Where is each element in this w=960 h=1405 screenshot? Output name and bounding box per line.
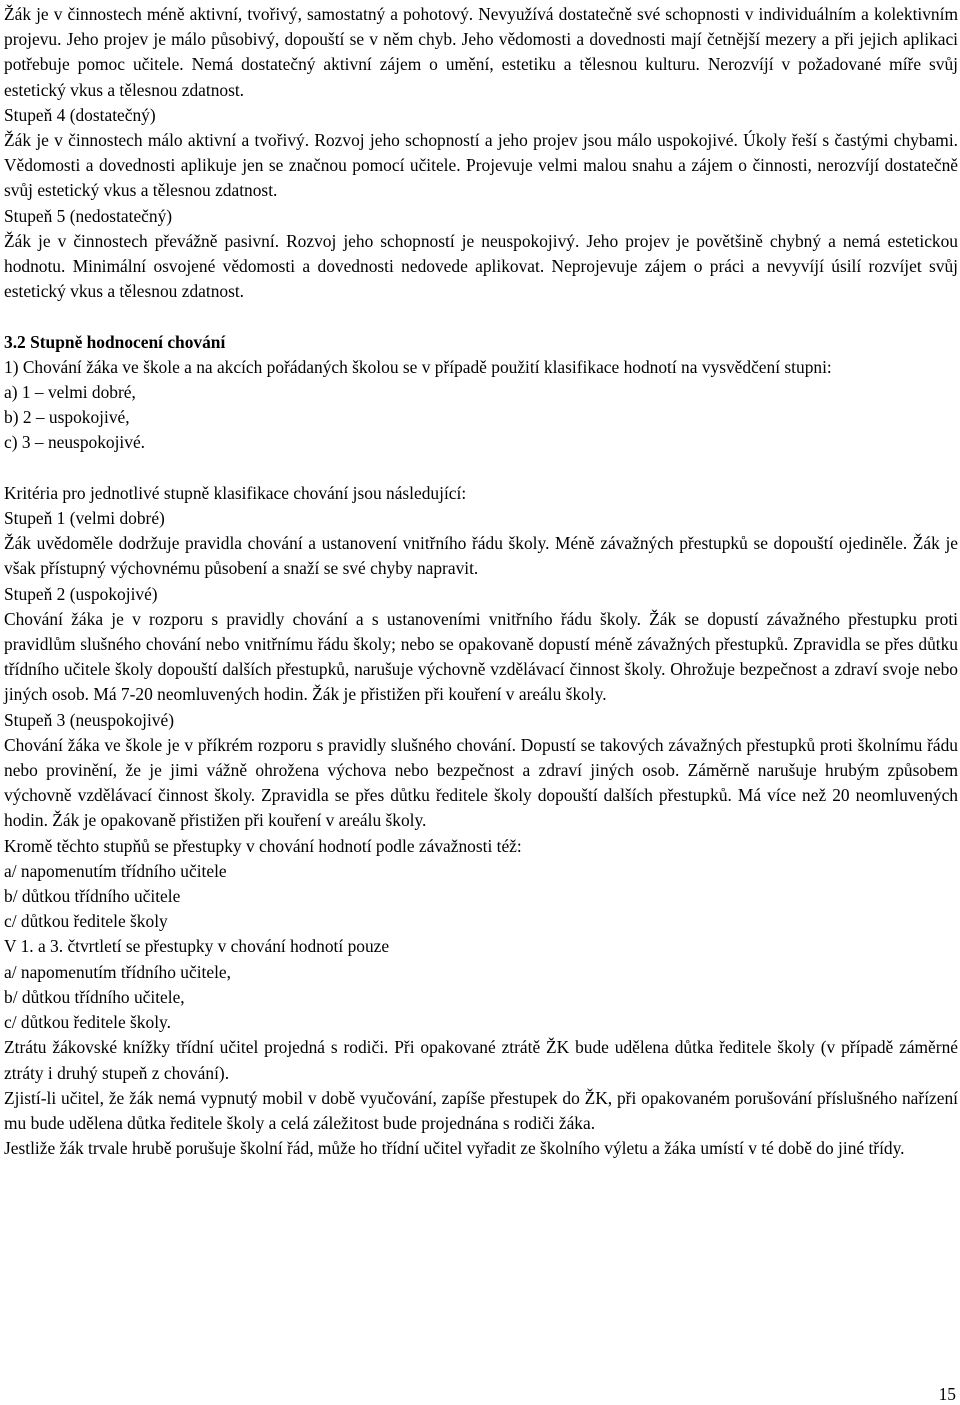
spacer <box>4 304 958 329</box>
list-item: b/ důtkou třídního učitele, <box>4 986 185 1007</box>
list-item: a/ napomenutím třídního učitele, <box>4 961 231 982</box>
degree5-title: Stupeň 5 (nedostatečný) <box>4 205 173 226</box>
note-lost-booklet: Ztrátu žákovské knížky třídní učitel projedná s rodiči. Při opakované ztrátě ŽK bude udělena důtka ředitele školy (v případě záměrné ztráty i druhý stupeň z chování). <box>4 1037 958 1083</box>
list-item: a/ napomenutím třídního učitele <box>4 860 227 881</box>
quarter-intro: V 1. a 3. čtvrtletí se přestupky v chování hodnotí pouze <box>4 936 390 957</box>
degree4-title: Stupeň 4 (dostatečný) <box>4 104 156 125</box>
document-page <box>4 2 958 1161</box>
degree1-title: Stupeň 1 (velmi dobré) <box>4 508 165 529</box>
degree3-title: Stupeň 3 (neuspokojivé) <box>4 709 175 730</box>
degree2-text: Chování žáka je v rozporu s pravidly chování a s ustanoveními vnitřního řádu školy. Žák se dopustí závažného přestupku proti pravidlům slušného chování nebo vnitřnímu řádu školy; nebo se opakovaně dopustí méně závažných přestupků. Zpravidla se přes důtku třídního učitele školy dopouští dalších přestupků, narušuje výchovně vzdělávací činnost školy. Ohrožuje bezpečnost a zdraví svoje nebo jiných osob. Má 7-20 neomluvených hodin. Žák je přistižen při kouření v areálu školy. <box>4 608 958 705</box>
spacer <box>4 456 958 481</box>
list-item: c) 3 – neuspokojivé. <box>4 432 146 453</box>
severity-intro: Kromě těchto stupňů se přestupky v chování hodnotí podle závažnosti též: <box>4 835 522 856</box>
list-item: a) 1 – velmi dobré, <box>4 382 136 403</box>
degree1-text: Žák uvědoměle dodržuje pravidla chování a ustanovení vnitřního řádu školy. Méně závažných přestupků se dopouští ojediněle. Žák je však přístupný výchovnému působení a snaží se své chyby napravit. <box>4 533 958 579</box>
list-item: c/ důtkou ředitele školy <box>4 911 168 932</box>
degree5-text: Žák je v činnostech převážně pasivní. Rozvoj jeho schopností je neuspokojivý. Jeho projev je povětšině chybný a nemá estetickou hodnotu. Minimální osvojené vědomosti a dovednosti nedovede aplikovat. Neprojevuje zájem o práci a nevyvíjí úsilí rozvíjet svůj estetický vkus a tělesnou zdatnost. <box>4 230 958 302</box>
page-number: 15 <box>938 1384 956 1404</box>
list-item: c/ důtkou ředitele školy. <box>4 1012 171 1033</box>
list-item: b) 2 – uspokojivé, <box>4 407 130 428</box>
degree2-title: Stupeň 2 (uspokojivé) <box>4 583 158 604</box>
paragraph-intro: Žák je v činnostech méně aktivní, tvořivý, samostatný a pohotový. Nevyužívá dostatečně své schopnosti v individuálním a kolektivním projevu. Jeho projev je málo působivý, dopouští se v něm chyb. Jeho vědomosti a dovednosti mají četnější mezery a při jejich aplikaci potřebuje pomoc učitele. Nemá dostatečný aktivní zájem o umění, estetiku a tělesnou kulturu. Nerozvíjí v požadované míře svůj estetický vkus a tělesnou zdatnost. <box>4 4 958 100</box>
note-school-trip: Jestliže žák trvale hrubě porušuje školní řád, může ho třídní učitel vyřadit ze školního výletu a žáka umístí v té době do jiné třídy. <box>4 1138 905 1159</box>
degree4-text: Žák je v činnostech málo aktivní a tvořivý. Rozvoj jeho schopností a jeho projev jsou málo uspokojivé. Úkoly řeší s častými chybami. Vědomosti a dovednosti aplikuje jen se značnou pomocí učitele. Projevuje velmi malou snahu a zájem o činnosti, nerozvíjí dostatečně svůj estetický vkus a tělesnou zdatnost. <box>4 130 958 201</box>
section-intro: 1) Chování žáka ve škole a na akcích pořádaných školou se v případě použití klasifikace hodnotí na vysvědčení stupni: <box>4 356 832 377</box>
note-mobile-phone: Zjistí-li učitel, že žák nemá vypnutý mobil v době vyučování, zapíše přestupek do ŽK, při opakovaném porušování příslušného nařízení mu bude udělena důtka ředitele školy a celá záležitost bude projednána s rodiči žáka. <box>4 1087 958 1133</box>
criteria-intro: Kritéria pro jednotlivé stupně klasifikace chování jsou následující: <box>4 482 467 503</box>
degree3-text: Chování žáka ve škole je v příkrém rozporu s pravidly slušného chování. Dopustí se takových závažných přestupků proti školnímu řádu nebo provinění, že je jimi vážně ohrožena výchova nebo bezpečnost a zdraví jiných osob. Záměrně narušuje hrubým způsobem výchovně vzdělávací činnost školy. Zpravidla se přes důtku ředitele školy dopouští dalších přestupků. Má více než 20 neomluvených hodin. Žák je opakovaně přistižen při kouření v areálu školy. <box>4 734 958 831</box>
list-item: b/ důtkou třídního učitele <box>4 886 181 907</box>
section-heading: 3.2 Stupně hodnocení chování <box>4 331 226 352</box>
